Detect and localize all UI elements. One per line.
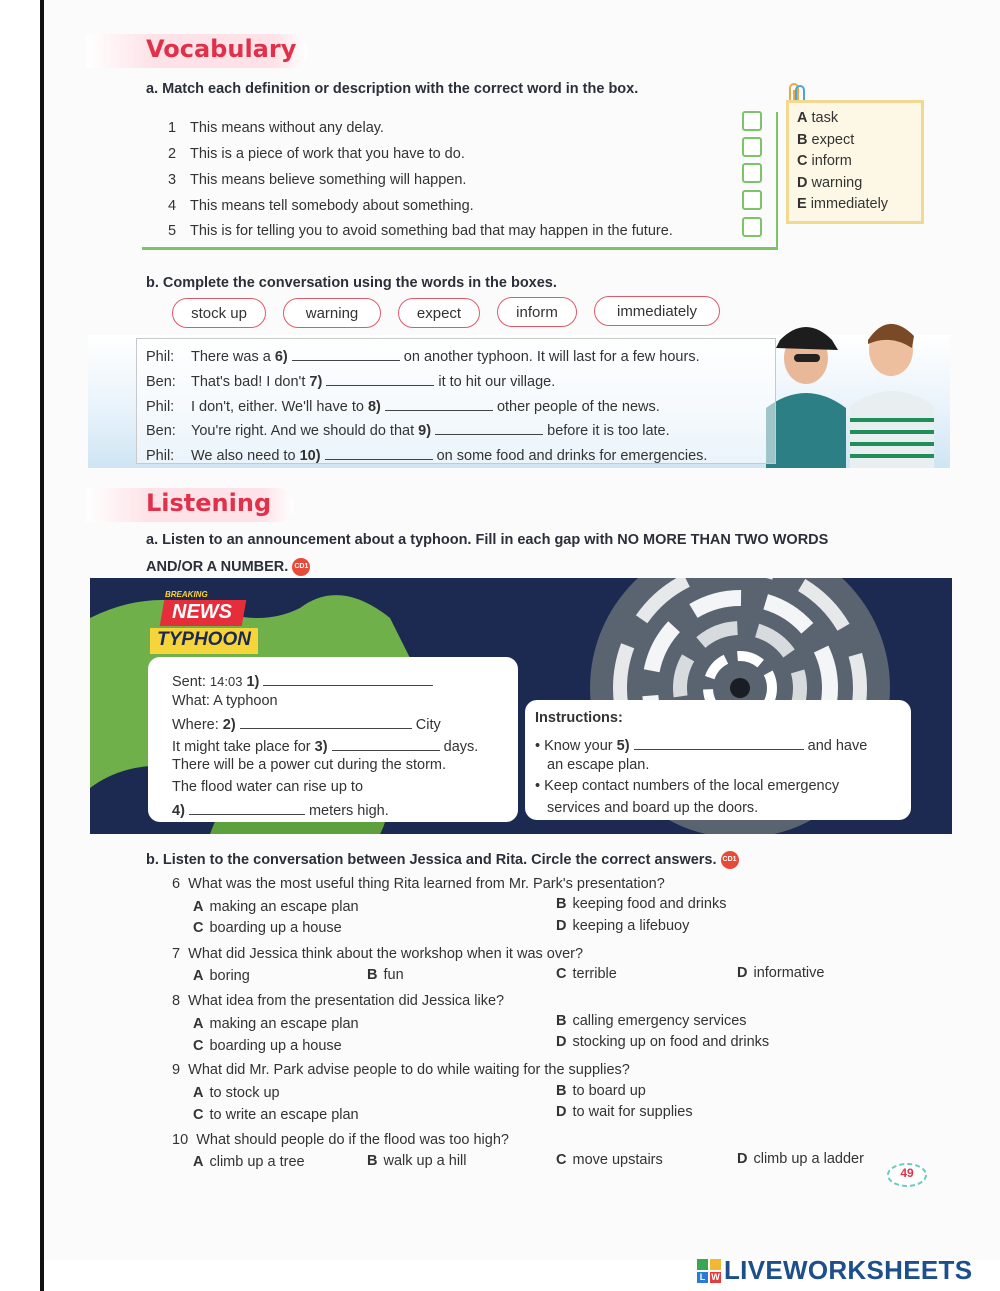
match-item: 4 This means tell somebody about something. — [168, 198, 474, 214]
meters-line: 4) meters high. — [172, 800, 389, 819]
question: 7 What did Jessica think about the workshop when it was over? — [172, 946, 584, 962]
breaking-label: BREAKING — [165, 590, 208, 599]
gap-10-input[interactable] — [325, 445, 433, 460]
match-item: 5 This is for telling you to avoid something bad that may happen in the future. — [168, 223, 673, 239]
duration-line: It might take place for 3) days. — [172, 736, 478, 755]
answer-box-4[interactable] — [742, 190, 762, 210]
sent-line: Sent: 14:03 1) — [172, 671, 433, 690]
word-box-item: A task — [797, 110, 839, 126]
gap-8-input[interactable] — [385, 396, 493, 411]
answer-option[interactable]: A making an escape plan — [193, 899, 359, 915]
conversation-line: Phil: I don't, either. We'll have to 8) other people of the news. — [146, 396, 660, 415]
vocabulary-title: Vocabulary — [146, 35, 297, 63]
conversation-line: Ben: You're right. And we should do that 9) before it is too late. — [146, 420, 670, 439]
boys-illustration — [746, 310, 946, 468]
answer-option[interactable]: A to stock up — [193, 1085, 280, 1101]
answer-option[interactable]: B to board up — [556, 1083, 646, 1099]
match-item: 3 This means believe something will happen. — [168, 172, 467, 188]
word-box-item: C inform — [797, 153, 852, 169]
answer-option[interactable]: D climb up a ladder — [737, 1151, 864, 1167]
gap-3-input[interactable] — [332, 736, 440, 751]
question: 6 What was the most useful thing Rita learned from Mr. Park's presentation? — [172, 876, 665, 892]
question: 8 What idea from the presentation did Jessica like? — [172, 993, 505, 1009]
answer-option[interactable]: C boarding up a house — [193, 1038, 342, 1054]
match-item: 2 This is a piece of work that you have to do. — [168, 146, 465, 162]
listening-instruction-a: a. Listen to an announcement about a typhoon. Fill in each gap with NO MORE THAN TWO WORDS — [146, 532, 829, 548]
answer-option[interactable]: B calling emergency services — [556, 1013, 747, 1029]
word-box-item: D warning — [797, 175, 863, 191]
instructions-label: Instructions: — [535, 710, 623, 726]
answer-option[interactable]: B keeping food and drinks — [556, 896, 727, 912]
gap-1-input[interactable] — [263, 671, 433, 686]
liveworksheets-logo-mark: L W — [697, 1259, 721, 1283]
gap-9-input[interactable] — [435, 420, 543, 435]
word-pill: expect — [398, 298, 480, 328]
answer-box-5[interactable] — [742, 217, 762, 237]
answer-option[interactable]: C move upstairs — [556, 1152, 663, 1168]
gap-6-input[interactable] — [292, 346, 400, 361]
vocabulary-instruction-b: b. Complete the conversation using the words in the boxes. — [146, 275, 557, 291]
answer-option[interactable]: A climb up a tree — [193, 1154, 305, 1170]
instruction-bullet-2-cont: services and board up the doors. — [547, 800, 759, 816]
answer-option[interactable]: D informative — [737, 965, 825, 981]
answer-option[interactable]: D to wait for supplies — [556, 1104, 693, 1120]
instruction-bullet-1-cont: an escape plan. — [547, 757, 650, 773]
question: 9 What did Mr. Park advise people to do while waiting for the supplies? — [172, 1062, 630, 1078]
answer-option[interactable]: A boring — [193, 968, 250, 984]
listening-instruction-a-line2: AND/OR A NUMBER. CD1 — [146, 558, 309, 575]
word-pill: stock up — [172, 298, 266, 328]
word-pill: inform — [497, 297, 577, 327]
answer-option[interactable]: C terrible — [556, 966, 617, 982]
vocabulary-instruction-a: a. Match each definition or description with the correct word in the box. — [146, 81, 639, 97]
answer-option[interactable]: D stocking up on food and drinks — [556, 1034, 770, 1050]
gap-5-input[interactable] — [634, 735, 804, 750]
answer-box-1[interactable] — [742, 111, 762, 131]
answer-option[interactable]: A making an escape plan — [193, 1016, 359, 1032]
answer-option[interactable]: C boarding up a house — [193, 920, 342, 936]
answer-option[interactable]: B fun — [367, 967, 404, 983]
conversation-line: Phil: There was a 6) on another typhoon. It will last for a few hours. — [146, 346, 700, 365]
instruction-bullet-1: • Know your 5) and have — [535, 735, 867, 754]
word-box-item: E immediately — [797, 196, 889, 212]
conversation-line: Phil: We also need to 10) on some food and drinks for emergencies. — [146, 445, 707, 464]
question: 10 What should people do if the flood was too high? — [172, 1132, 509, 1148]
answer-option[interactable]: D keeping a lifebuoy — [556, 918, 690, 934]
page-number: 49 — [900, 1166, 914, 1180]
word-pill: warning — [283, 298, 381, 328]
headphones-icon[interactable]: CD1 41 — [721, 851, 739, 869]
answer-option[interactable]: C to write an escape plan — [193, 1107, 359, 1123]
headphones-icon[interactable]: CD1 — [292, 558, 310, 576]
power-cut-line: There will be a power cut during the storm. — [172, 757, 447, 773]
conversation-line: Ben: That's bad! I don't 7) it to hit our village. — [146, 371, 555, 390]
gap-7-input[interactable] — [326, 371, 434, 386]
word-box-item: B expect — [797, 132, 855, 148]
answer-box-2[interactable] — [742, 137, 762, 157]
where-line: Where: 2) City — [172, 714, 441, 733]
listening-title: Listening — [146, 489, 272, 517]
gap-2-input[interactable] — [240, 714, 412, 729]
answer-box-3[interactable] — [742, 163, 762, 183]
word-pill: immediately — [594, 296, 720, 326]
liveworksheets-logo-text[interactable]: LIVEWORKSHEETS — [724, 1255, 973, 1285]
what-line: What: A typhoon — [172, 693, 278, 709]
answer-option[interactable]: B walk up a hill — [367, 1153, 467, 1169]
instruction-bullet-2: • Keep contact numbers of the local emergency — [535, 778, 840, 794]
match-item: 1 This means without any delay. — [168, 120, 384, 136]
listening-instruction-b: b. Listen to the conversation between Jessica and Rita. Circle the correct answers. CD1 41 — [146, 851, 737, 881]
typhoon-label: TYPHOON — [157, 629, 251, 650]
news-label: NEWS — [172, 601, 232, 623]
flood-line: The flood water can rise up to — [172, 779, 364, 795]
gap-4-input[interactable] — [189, 800, 305, 815]
